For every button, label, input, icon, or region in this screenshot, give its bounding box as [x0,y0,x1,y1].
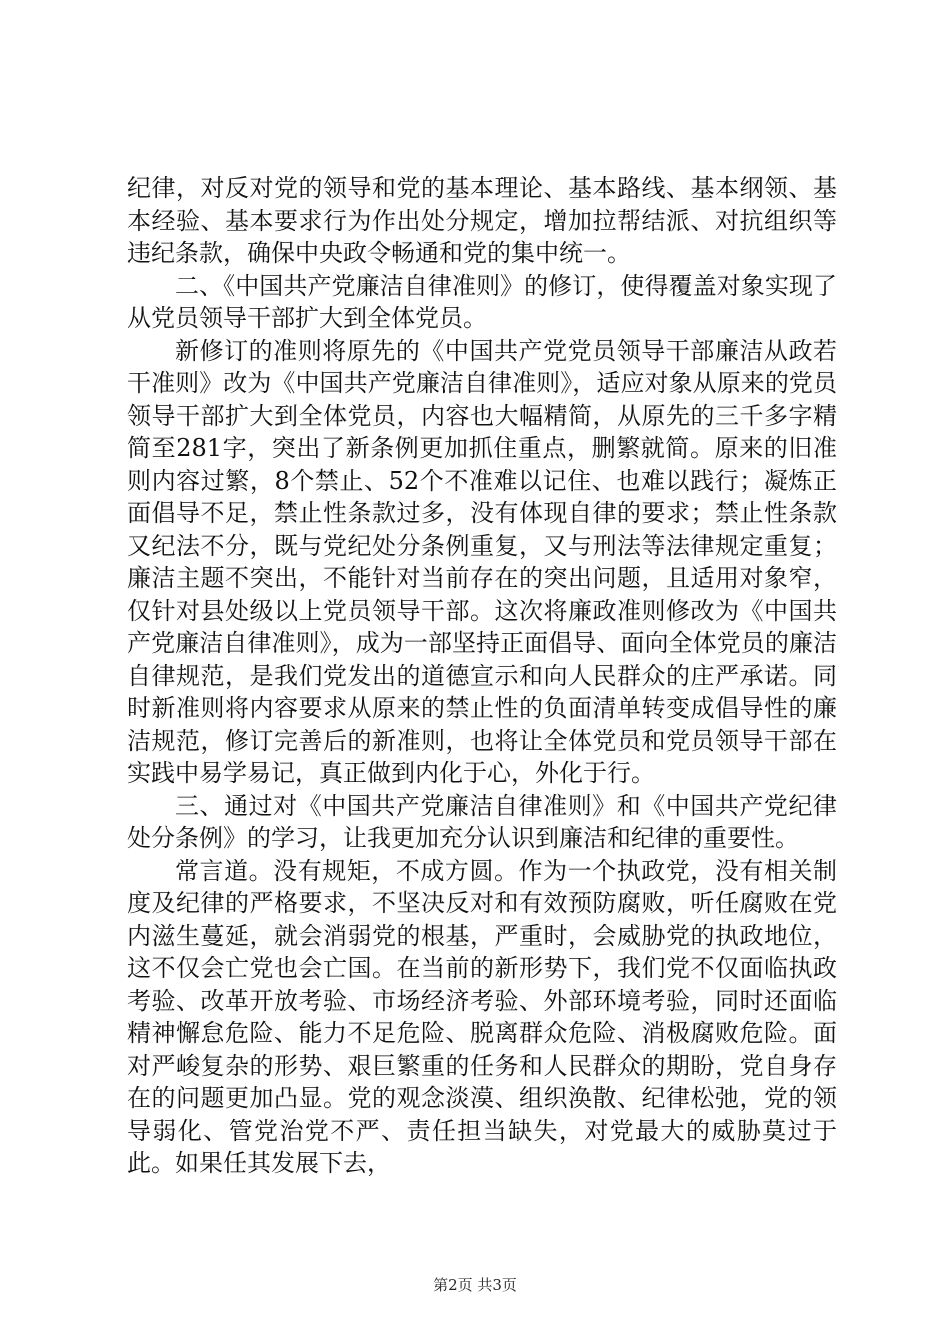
paragraph-4: 三、通过对《中国共产党廉洁自律准则》和《中国共产党纪律处分条例》的学习，让我更加充分认识到廉洁和纪律的重要性。 [127,791,837,852]
paragraph-3: 新修订的准则将原先的《中国共产党党员领导干部廉洁从政若干准则》改为《中国共产党廉洁自律准则》，适应对象从原来的党员领导干部扩大到全体党员，内容也大幅精简，从原先的三千多字精简至281字，突出了新条例更加抓住重点，删繁就简。原来的旧准则内容过繁，8个禁止、52个不准难以记住、也难以践行；凝炼正面倡导不足，禁止性条款过多，没有体现自律的要求；禁止性条款又纪法不分，既与党纪处分条例重复，又与刑法等法律规定重复；廉洁主题不突出，不能针对当前存在的突出问题，且适用对象窄，仅针对县处级以上党员领导干部。这次将廉政准则修改为《中国共产党廉洁自律准则》，成为一部坚持正面倡导、面向全体党员的廉洁自律规范，是我们党发出的道德宣示和向人民群众的庄严承诺。同时新准则将内容要求从原来的禁止性的负面清单转变成倡导性的廉洁规范，修订完善后的新准则，也将让全体党员和党员领导干部在实践中易学易记，真正做到内化于心，外化于行。 [127,336,837,787]
document-body [127,172,837,1180]
paragraph-5: 常言道。没有规矩，不成方圆。作为一个执政党，没有相关制度及纪律的严格要求，不坚决反对和有效预防腐败，听任腐败在党内滋生蔓延，就会消弱党的根基，严重时，会威胁党的执政地位，这不仅会亡党也会亡国。在当前的新形势下，我们党不仅面临执政考验、改革开放考验、市场经济考验、外部环境考验，同时还面临精神懈怠危险、能力不足危险、脱离群众危险、消极腐败危险。面对严峻复杂的形势、艰巨繁重的任务和人民群众的期盼，党自身存在的问题更加凸显。党的观念淡漠、组织涣散、纪律松弛，党的领导弱化、管党治党不严、责任担当缺失，对党最大的威胁莫过于此。如果任其发展下去， [127,856,837,1177]
paragraph-2: 二、《中国共产党廉洁自律准则》的修订，使得覆盖对象实现了从党员领导干部扩大到全体党员。 [127,271,837,332]
page-number-footer: 第2页 共3页 [433,1276,517,1294]
paragraph-1: 纪律，对反对党的领导和党的基本理论、基本路线、基本纲领、基本经验、基本要求行为作出处分规定，增加拉帮结派、对抗组织等违纪条款，确保中央政令畅通和党的集中统一。 [127,174,837,267]
